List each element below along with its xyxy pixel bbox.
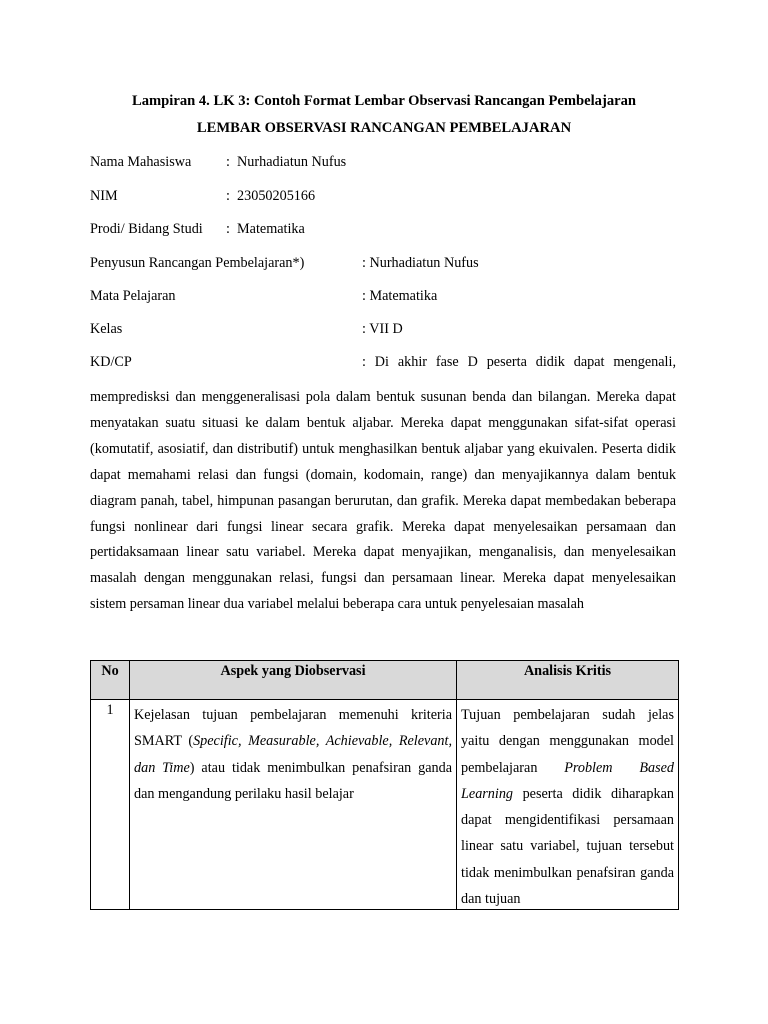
kdcp-label: KD/CP bbox=[90, 354, 132, 370]
document-title: LEMBAR OBSERVASI RANCANGAN PEMBELAJARAN bbox=[196, 120, 572, 136]
header-aspect: Aspek yang Diobservasi bbox=[130, 661, 457, 700]
identity-label: Prodi/ Bidang Studi bbox=[90, 221, 203, 237]
aspect-italic: Specific, Measurable, Achievable, Relevant, dan Time bbox=[134, 733, 452, 776]
detail-label: Mata Pelajaran bbox=[90, 288, 176, 304]
header-no: No bbox=[91, 661, 130, 700]
detail-value: : VII D bbox=[362, 321, 403, 337]
analysis-italic: Problem Based Learning bbox=[461, 759, 674, 802]
aspect-cell: Kejelasan tujuan pembelajaran memenuhi kriteria SMART (Specific, Measurable, Achievable, Relevant, dan Time) atau tidak menimbulkan penafsiran ganda dan mengandung perilaku hasil belajar bbox=[130, 700, 457, 910]
table-row bbox=[91, 700, 679, 910]
identity-label: Nama Mahasiswa bbox=[90, 154, 192, 170]
identity-label: NIM bbox=[90, 188, 118, 204]
observation-table bbox=[90, 660, 679, 910]
row-number: 1 bbox=[91, 700, 130, 910]
detail-value: : Matematika bbox=[362, 288, 438, 304]
document-heading: Lampiran 4. LK 3: Contoh Format Lembar Observasi Rancangan Pembelajaran bbox=[131, 93, 637, 109]
analysis-cell: Tujuan pembelajaran sudah jelas yaitu dengan menggunakan model pembelajaran Problem Based Learning peserta didik diharapkan dapat mengidentifikasi persamaan linear satu variabel, tujuan tersebut tidak menimbulkan penafsiran ganda dan tujuan bbox=[457, 700, 679, 910]
header-analysis: Analisis Kritis bbox=[457, 661, 679, 700]
detail-value: : Nurhadiatun Nufus bbox=[362, 255, 479, 271]
identity-value: : Matematika bbox=[226, 221, 305, 237]
table-header-row bbox=[91, 661, 679, 700]
kdcp-first-line: : Di akhir fase D peserta didik dapat mengenali, bbox=[362, 354, 676, 370]
identity-value: : 23050205166 bbox=[226, 188, 316, 204]
identity-value: : Nurhadiatun Nufus bbox=[226, 154, 347, 170]
detail-label: Penyusun Rancangan Pembelajaran*) bbox=[90, 255, 305, 271]
detail-label: Kelas bbox=[90, 321, 123, 337]
kdcp-paragraph: mempredisksi dan menggeneralisasi pola dalam bentuk susunan benda dan bilangan. Mereka dapat menyatakan suatu situasi ke dalam bentuk aljabar. Mereka dapat menggunakan sifat-sifat operasi (komutatif, asosiatif, dan distributif) untuk menghasilkan bentuk aljabar yang ekuivalen. Peserta didik dapat memahami relasi dan fungsi (domain, kodomain, range) dan menyajikannya dalam bentuk diagram panah, tabel, himpunan pasangan berurutan, dan grafik. Mereka dapat membedakan beberapa fungsi nonlinear dari fungsi linear secara grafik. Mereka dapat menyelesaikan persamaan dan pertidaksamaan linear satu variabel. Mereka dapat menyajikan, menganalisis, dan menyelesaikan masalah dengan menggunakan relasi, fungsi dan persamaan linear. Mereka dapat menyelesaikan sistem persaman linear dua variabel melalui beberapa cara untuk penyelesaian masalah bbox=[90, 389, 676, 613]
